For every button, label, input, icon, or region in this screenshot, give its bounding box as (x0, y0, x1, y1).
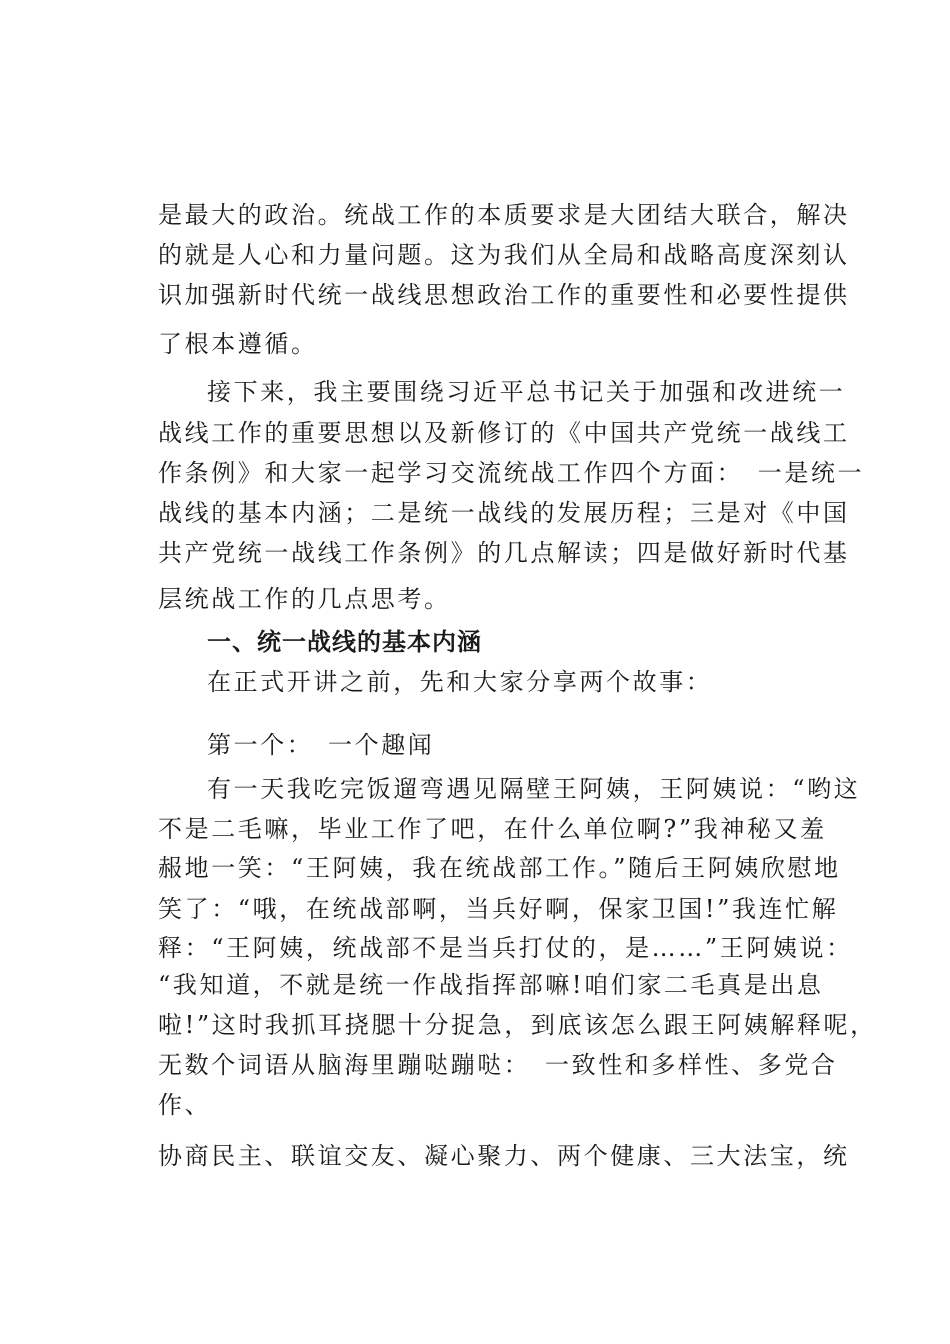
paragraph-3-line-4: 笑了：“哦，在统战部啊，当兵好啊，保家卫国!”我连忙解 (158, 895, 839, 923)
paragraph-2-line-1: 接下来，我主要围绕习近平总书记关于加强和改进统一 (207, 378, 846, 406)
paragraph-2-line-6: 层统战工作的几点思考。 (158, 585, 451, 613)
paragraph-3-line-6: “我知道，不就是统一作战指挥部嘛!咱们家二毛真是出息 (158, 971, 824, 999)
paragraph-2-line-2: 战线工作的重要思想以及新修订的《中国共产党统一战线工 (158, 419, 850, 447)
paragraph-3-line-3: 赧地一笑：“王阿姨，我在统战部工作。”随后王阿姨欣慰地 (158, 854, 841, 882)
section-heading: 一、统一战线的基本内涵 (207, 628, 482, 656)
paragraph-1-line-1: 是最大的政治。统战工作的本质要求是大团结大联合，解决 (158, 201, 850, 229)
paragraph-3-line-1: 有一天我吃完饭遛弯遇见隔壁王阿姨，王阿姨说：“哟这 (207, 775, 861, 803)
paragraph-3-line-8: 无数个词语从脑海里蹦哒蹦哒： 一致性和多样性、多党合 (158, 1051, 838, 1079)
paragraph-1-line-2: 的就是人心和力量问题。这为我们从全局和战略高度深刻认 (158, 241, 850, 269)
paragraph-3-line-2: 不是二毛嘛，毕业工作了吧，在什么单位啊?”我神秘又羞 (158, 815, 827, 843)
paragraph-2-line-5: 共产党统一战线工作条例》的几点解读；四是做好新时代基 (158, 539, 850, 567)
paragraph-1-line-3: 识加强新时代统一战线思想政治工作的重要性和必要性提供 (158, 281, 850, 309)
paragraph-3-line-7: 啦!”这时我抓耳挠腮十分捉急，到底该怎么跟王阿姨解释呢， (158, 1011, 877, 1039)
paragraph-1-line-4: 了根本遵循。 (158, 330, 318, 358)
section-intro: 在正式开讲之前，先和大家分享两个故事： (207, 668, 713, 696)
paragraph-3-line-5: 释：“王阿姨，统战部不是当兵打仗的，是……”王阿姨说： (158, 934, 853, 962)
paragraph-2-line-4: 战线的基本内涵；二是统一战线的发展历程；三是对《中国 (158, 499, 850, 527)
paragraph-2-line-3: 作条例》和大家一起学习交流统战工作四个方面： 一是统一 (158, 459, 865, 487)
paragraph-3-line-9: 作、 (158, 1091, 212, 1119)
story-label: 第一个： 一个趣闻 (207, 731, 435, 759)
paragraph-3-line-10: 协商民主、联谊交友、凝心聚力、两个健康、三大法宝，统 (158, 1142, 850, 1170)
